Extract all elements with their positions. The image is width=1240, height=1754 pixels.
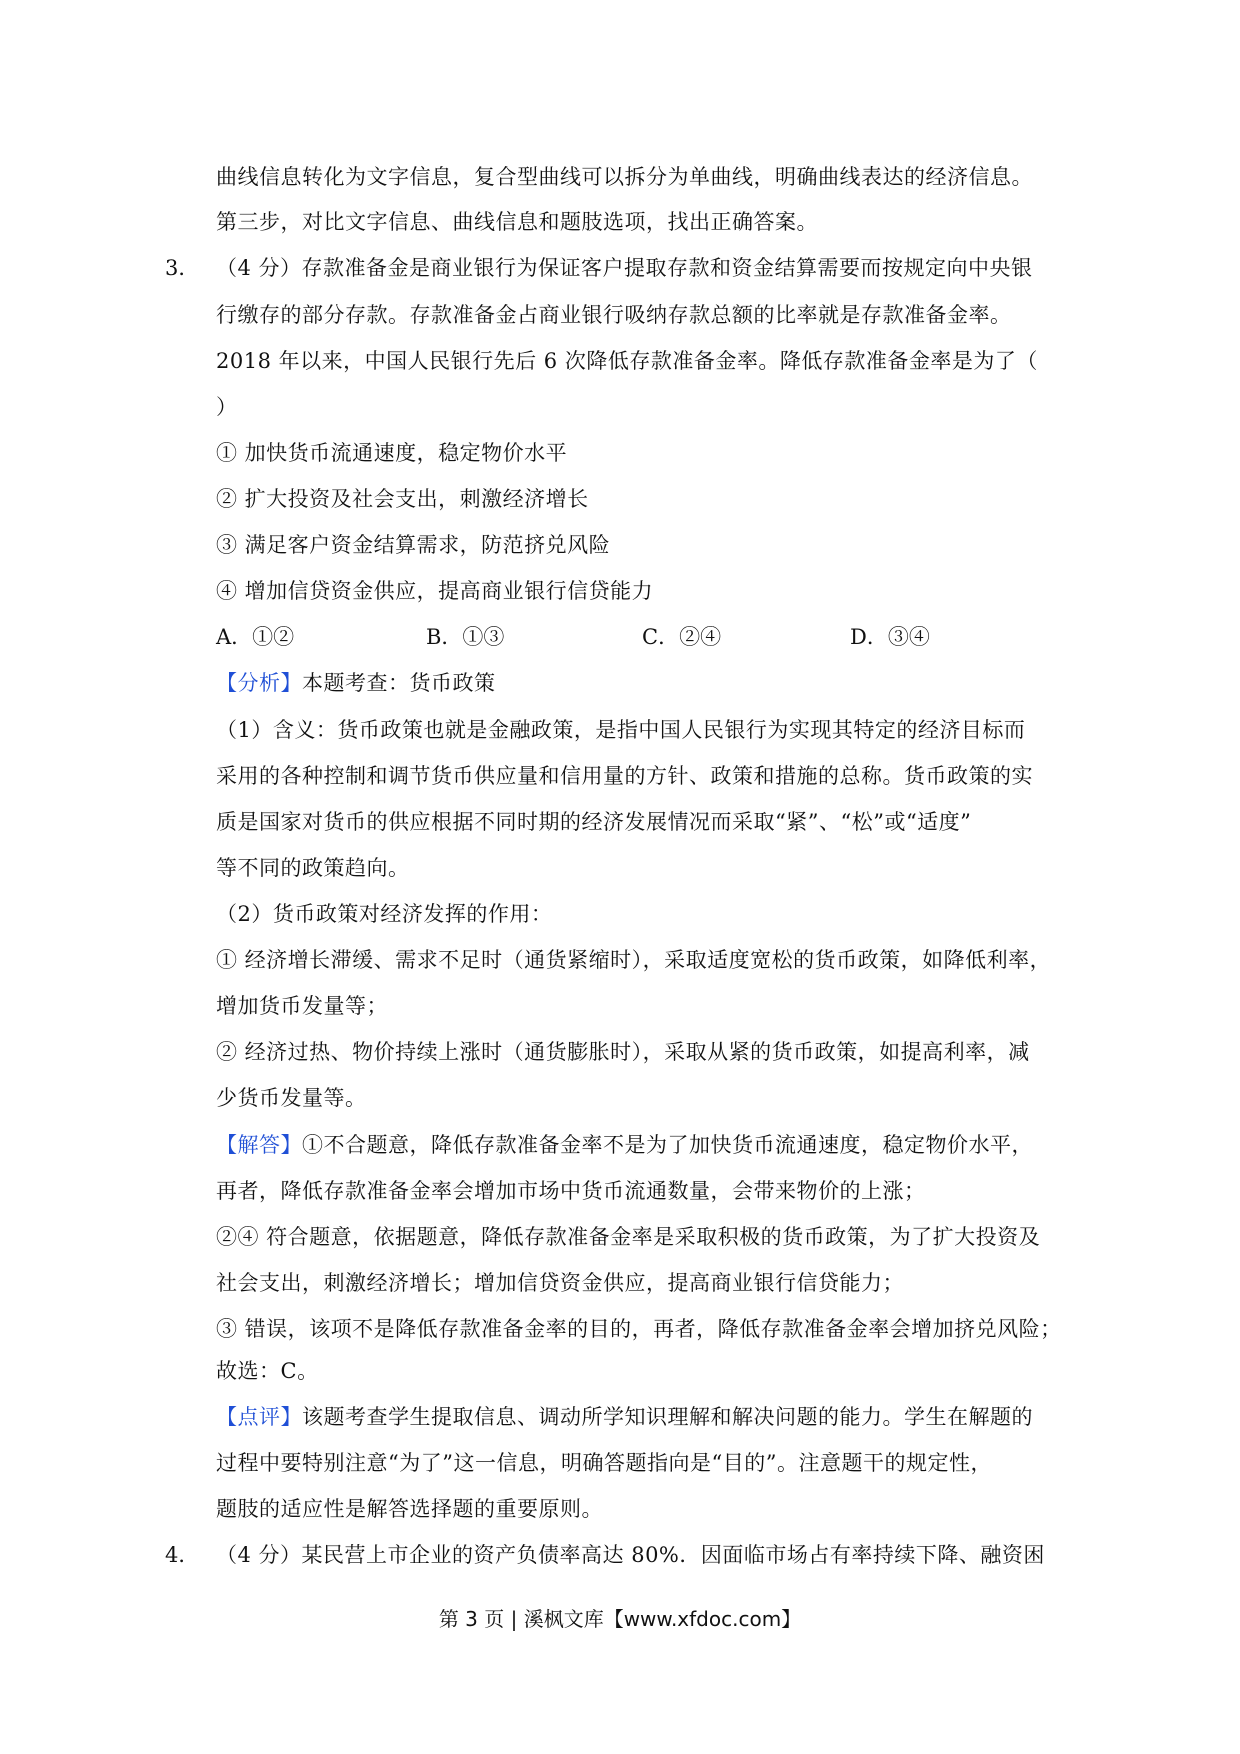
answer-first-line (216, 1130, 1033, 1160)
analysis-line: ② 经济过热、物价持续上涨时（通货膨胀时），采取从紧的货币政策，如提高利率，减 (216, 1040, 1030, 1064)
answer-line: 再者，降低存款准备金率会增加市场中货币流通数量，会带来物价的上涨； (216, 1179, 926, 1203)
question-3-stem-line: 行缴存的部分存款。存款准备金占商业银行吸纳存款总额的比率就是存款准备金率。 (216, 303, 1012, 327)
analysis-line: 质是国家对货币的供应根据不同时期的经济发展情况而采取“紧”、“松”或“适度” (216, 810, 972, 834)
question-4-number: 4． (165, 1543, 200, 1567)
comment-line: 题肢的适应性是解答选择题的重要原则。 (216, 1497, 603, 1521)
answer-tag: 【解答】 (216, 1133, 302, 1157)
comment-first-text: 该题考查学生提取信息、调动所学知识理解和解决问题的能力。学生在解题的 (302, 1405, 1033, 1429)
analysis-first-line (216, 668, 496, 698)
option-d: D．③④ (850, 625, 930, 649)
question-3-item: ① 加快货币流通速度，稳定物价水平 (216, 441, 568, 465)
question-3-item: ② 扩大投资及社会支出，刺激经济增长 (216, 487, 589, 511)
answer-line: 社会支出，刺激经济增长；增加信贷资金供应，提高商业银行信贷能力； (216, 1271, 904, 1295)
answer-line: 故选：C。 (216, 1359, 319, 1383)
analysis-line: （2）货币政策对经济发挥的作用： (216, 902, 553, 926)
analysis-line: 采用的各种控制和调节货币供应量和信用量的方针、政策和措施的总称。货币政策的实 (216, 764, 1033, 788)
option-a: A．①② (216, 625, 295, 649)
analysis-tag: 【分析】 (216, 671, 302, 695)
analysis-line: 少货币发量等。 (216, 1086, 367, 1110)
comment-line: 过程中要特别注意“为了”这一信息，明确答题指向是“目的”。注意题干的规定性， (216, 1451, 992, 1475)
question-3-stem-line: （4 分）存款准备金是商业银行为保证客户提取存款和资金结算需要而按规定向中央银 (216, 256, 1033, 280)
question-3-number: 3． (165, 256, 200, 280)
comment-tag: 【点评】 (216, 1405, 302, 1429)
analysis-line: 等不同的政策趋向。 (216, 856, 410, 880)
option-c: C．②④ (642, 625, 722, 649)
question-4-stem: （4 分）某民营上市企业的资产负债率高达 80%．因面临市场占有率持续下降、融资困 (216, 1543, 1045, 1567)
analysis-line: 增加货币发量等； (216, 994, 388, 1018)
answer-line: ③ 错误，该项不是降低存款准备金率的目的，再者，降低存款准备金率会增加挤兑风险； (216, 1317, 1062, 1341)
question-3-stem-line: 2018 年以来，中国人民银行先后 6 次降低存款准备金率。降低存款准备金率是为了（ (216, 349, 1038, 373)
comment-first-line (216, 1402, 1033, 1432)
answer-line: ②④ 符合题意，依据题意，降低存款准备金率是采取积极的货币政策，为了扩大投资及 (216, 1225, 1041, 1249)
answer-first-text: ①不合题意，降低存款准备金率不是为了加快货币流通速度，稳定物价水平， (302, 1133, 1033, 1157)
question-3-item: ④ 增加信贷资金供应，提高商业银行信贷能力 (216, 579, 654, 603)
intro-line-1: 曲线信息转化为文字信息，复合型曲线可以拆分为单曲线，明确曲线表达的经济信息。 (216, 165, 1033, 189)
analysis-first-text: 本题考查：货币政策 (302, 671, 496, 695)
question-3-stem-line: ） (216, 395, 238, 419)
analysis-line: ① 经济增长滞缓、需求不足时（通货紧缩时），采取适度宽松的货币政策，如降低利率， (216, 948, 1052, 972)
analysis-line: （1）含义：货币政策也就是金融政策，是指中国人民银行为实现其特定的经济目标而 (216, 718, 1026, 742)
option-b: B．①③ (426, 625, 505, 649)
intro-line-2: 第三步，对比文字信息、曲线信息和题肢选项，找出正确答案。 (216, 210, 818, 234)
question-3-item: ③ 满足客户资金结算需求，防范挤兑风险 (216, 533, 611, 557)
page-footer: 第 3 页 | 溪枫文库【www.xfdoc.com】 (438, 1607, 802, 1631)
